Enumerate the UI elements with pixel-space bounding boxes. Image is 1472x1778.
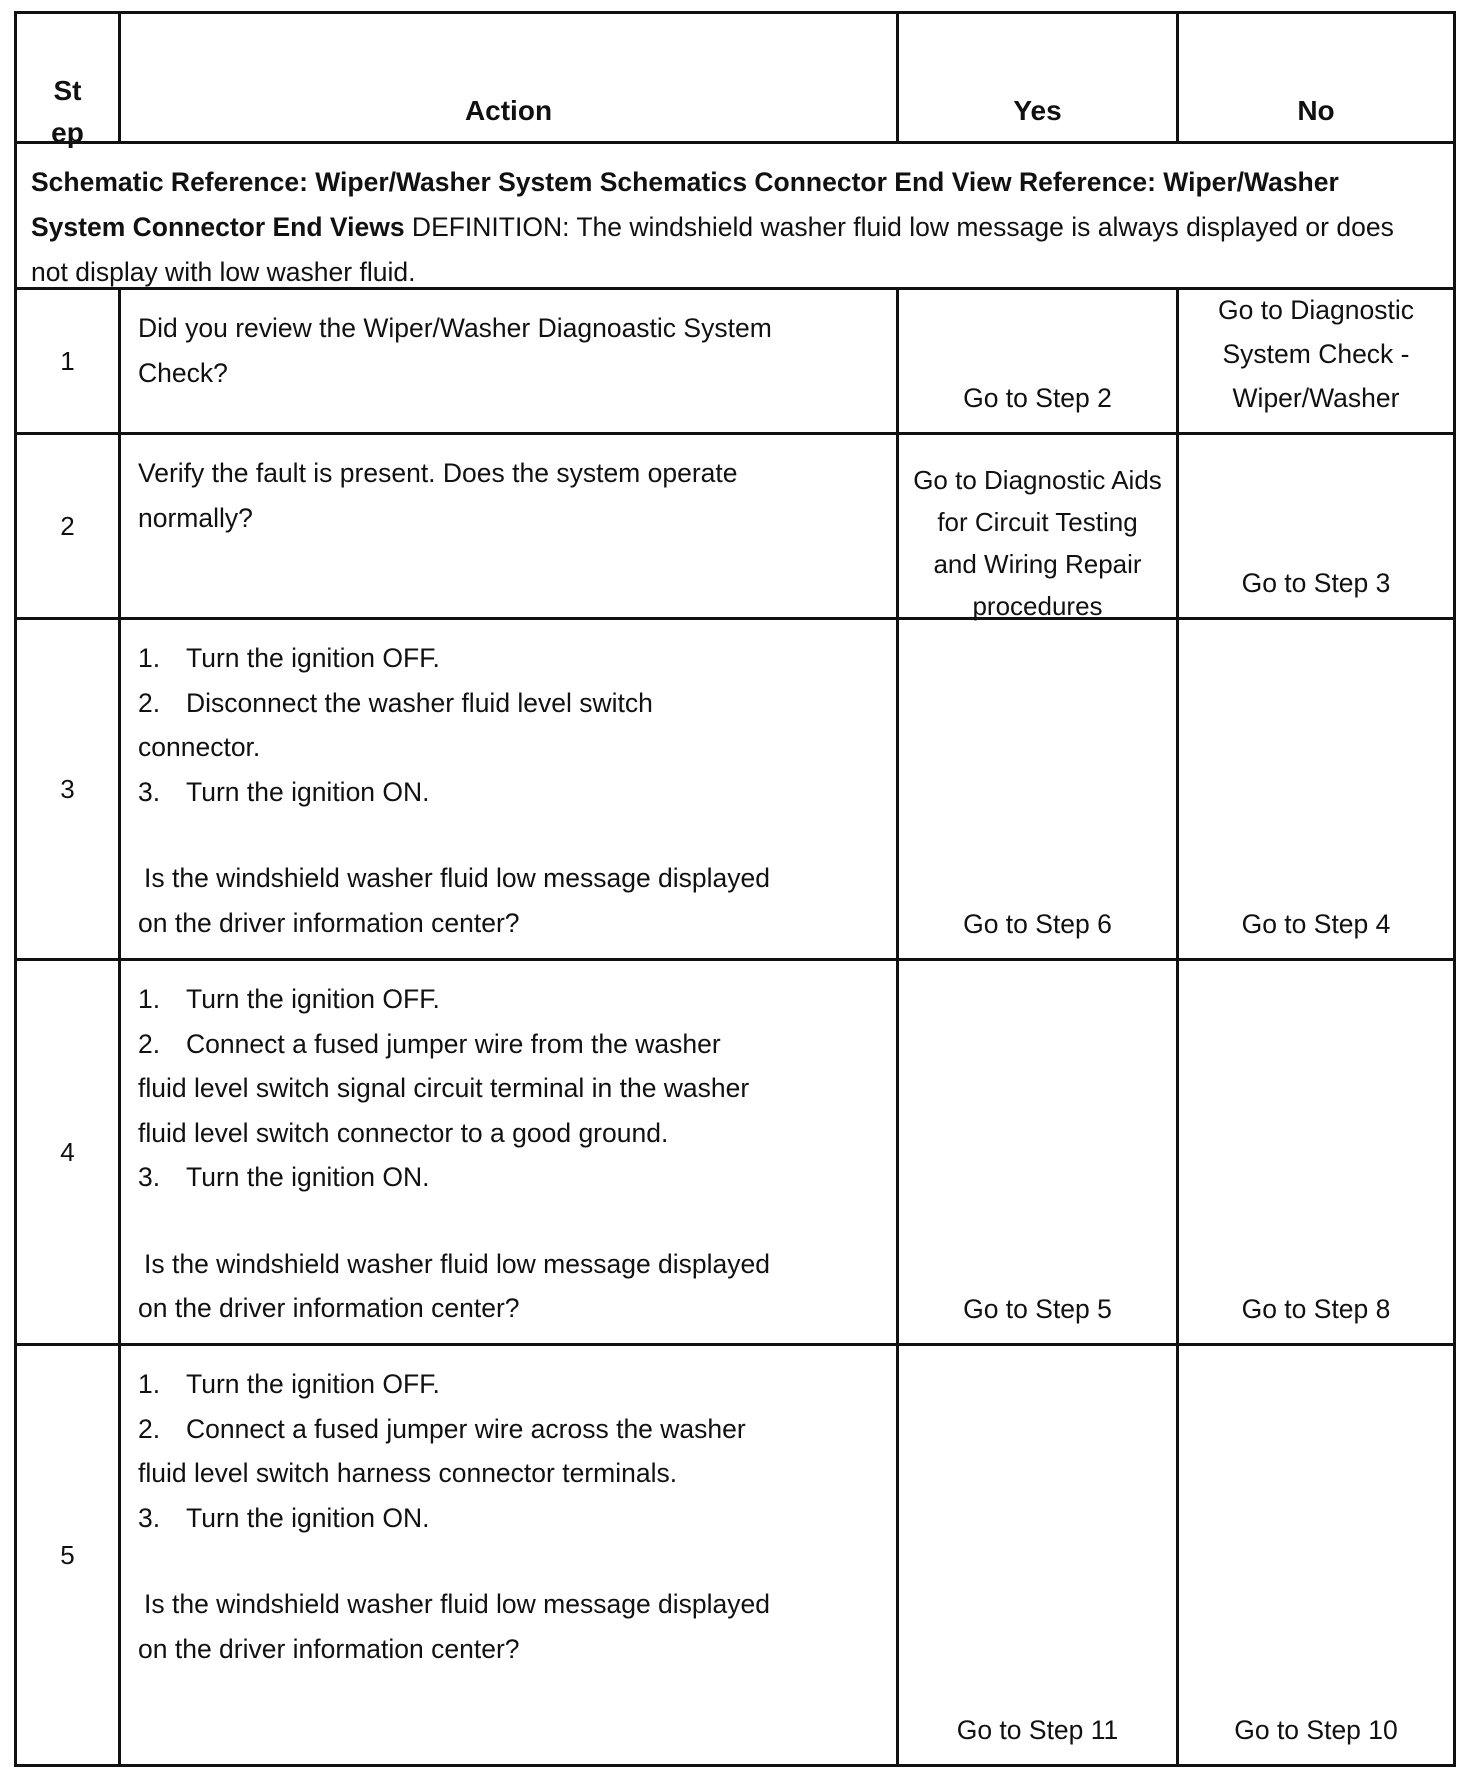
question: Is the windshield washer fluid low message displayed (144, 863, 771, 893)
yes-cell (899, 435, 1179, 621)
action-cell: 1. Turn the ignition OFF. 2. Connect a fused jumper wire from the washer fluid level switch signal circuit terminal in the washer fluid level switch connector to a good ground. 3. Turn the ignition ON. Is the windshield washer fluid low message displayed on the driver information center? (121, 961, 899, 1343)
table-row (17, 290, 1453, 435)
step-number: 4 (17, 961, 121, 1343)
schematic-reference-text (31, 160, 1433, 295)
header-no: No (1297, 95, 1335, 126)
list-item: 1. Turn the ignition OFF. (138, 984, 440, 1014)
list-item: 2. Connect a fused jumper wire from the washer (138, 1028, 721, 1059)
yes-link[interactable]: Go to Step 5 (963, 1294, 1112, 1324)
yes-cell (899, 1346, 1179, 1764)
diagnostic-table (14, 11, 1456, 1767)
question: Is the windshield washer fluid low message displayed (144, 1589, 771, 1619)
table-header-row (17, 14, 1453, 148)
no-cell (1179, 620, 1453, 958)
header-yes: Yes (1013, 95, 1062, 126)
list-item: 1. Turn the ignition OFF. (138, 643, 440, 673)
no-cell (1179, 290, 1453, 432)
step-number: 5 (17, 1346, 121, 1764)
table-row (17, 961, 1453, 1346)
list-item: 2. Connect a fused jumper wire across the washer (138, 1413, 746, 1444)
table-row (17, 1346, 1453, 1764)
no-link[interactable]: Go to Step 3 (1241, 568, 1391, 598)
action-cell: 1. Turn the ignition OFF. 2. Connect a fused jumper wire across the washer fluid level switch harness connector terminals. 3. Turn the ignition ON. Is the windshield washer fluid low message displayed on the driver information center? (121, 1346, 899, 1764)
yes-link[interactable]: Go to Step 2 (963, 383, 1112, 413)
list-item: 2. Disconnect the washer fluid level switch (138, 687, 653, 718)
no-link[interactable]: Go to Step 4 (1241, 909, 1391, 939)
table-row (17, 435, 1453, 620)
no-cell (1179, 435, 1453, 617)
list-item: 1. Turn the ignition OFF. (138, 1369, 440, 1399)
header-step-cell (17, 14, 121, 148)
yes-cell (899, 961, 1179, 1343)
table-row (17, 620, 1453, 961)
schematic-reference-bold: Schematic Reference: Wiper/Washer System Schematics Connector End View Reference: Wiper/Washer System Connector End Views (31, 167, 1339, 242)
list-item: 3. Turn the ignition ON. (138, 1162, 430, 1192)
no-link[interactable]: Go to Step 8 (1241, 1294, 1391, 1324)
action-cell: Did you review the Wiper/Washer Diagnoastic System Check? (121, 290, 899, 432)
action-cell: Verify the fault is present. Does the system operate normally? (121, 435, 899, 617)
list-item: 3. Turn the ignition ON. (138, 776, 430, 807)
step-number: 1 (17, 290, 121, 432)
step-number: 3 (17, 620, 121, 958)
no-link[interactable]: Go to Diagnostic System Check - Wiper/Washer (1218, 295, 1414, 413)
definition-text: DEFINITION: The windshield washer fluid low message is always displayed or does not display with low washer fluid. (31, 212, 1394, 287)
question: Is the windshield washer fluid low message displayed (144, 1248, 771, 1279)
action-cell: 1. Turn the ignition OFF. 2. Disconnect the washer fluid level switch connector. 3. Turn the ignition ON. Is the windshield washer fluid low message displayed on the driver information center? (121, 620, 899, 958)
list-item: 3. Turn the ignition ON. (138, 1502, 430, 1533)
yes-cell (899, 620, 1179, 958)
header-action: Action (464, 95, 553, 126)
header-action-cell (121, 14, 899, 141)
no-cell (1179, 1346, 1453, 1764)
schematic-reference-row (17, 144, 1453, 290)
yes-cell (899, 290, 1179, 432)
yes-link[interactable]: Go to Step 11 (956, 1715, 1119, 1745)
yes-link[interactable]: Go to Step 6 (963, 909, 1112, 939)
header-yes-cell (899, 14, 1179, 141)
no-cell (1179, 961, 1453, 1343)
header-step: St ep (51, 75, 84, 148)
no-link[interactable]: Go to Step 10 (1234, 1715, 1398, 1745)
step-number: 2 (17, 435, 121, 617)
yes-link[interactable]: Go to Diagnostic Aids for Circuit Testing and Wiring Repair procedures (913, 465, 1162, 621)
header-no-cell (1179, 14, 1453, 141)
